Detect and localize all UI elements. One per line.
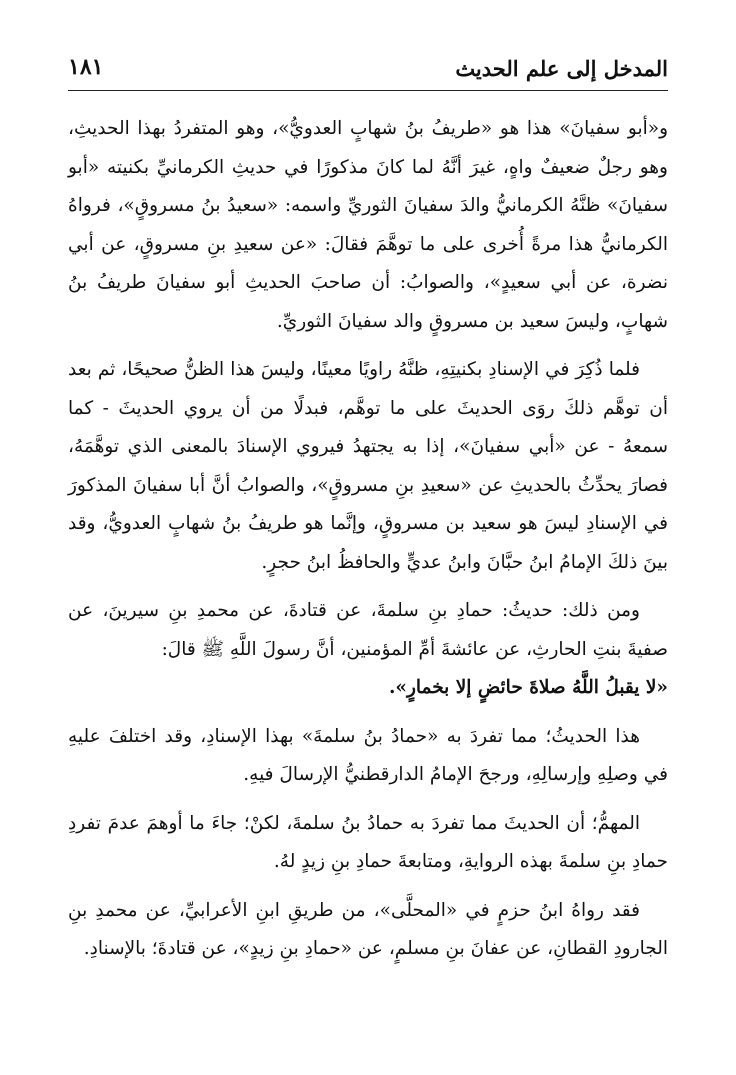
paragraph-5: المهمُّ؛ أن الحديثَ مما تفردَ به حمادُ بنُ سلمةَ، لكنْ؛ جاءَ ما أوهمَ عدمَ تفردِ حمادِ بنِ سلمةَ بهذه الروايةِ، ومتابعةَ حمادِ بنِ زيدٍ لهُ. [68,812,668,872]
paragraph-3-text: ومن ذلك: حديثُ: حمادِ بنِ سلمةَ، عن قتادةَ، عن محمدِ بنِ سيرينَ، عن صفيةَ بنتِ الحارثِ، عن عائشةَ أمِّ المؤمنين، أنَّ رسولَ اللَّهِ ﷺ قالَ: [68,600,668,660]
running-header [68,50,668,90]
paragraph-1: و«أبو سفيانَ» هذا هو «طريفُ بنُ شهابٍ العدويُّ»، وهو المتفردُ بهذا الحديثِ، وهو رجلٌ ضعيفٌ واهٍ، غيرَ أنَّهُ لما كانَ مذكورًا في حديثِ الكرمانيِّ بكنيته «أبو سفيانَ» ظنَّهُ الكرمانيُّ والدَ سفيانَ الثوريِّ واسمه: «سعيدُ بنُ مسروقٍ»، فرواهُ الكرمانيُّ هذا مرةً أُخرى على ما توهَّمَ فقالَ: «عن سعيدِ بنِ مسروقٍ، عن أبي نضرة، عن أبي سعيدٍ»، والصوابُ: أن صاحبَ الحديثِ أبو سفيانَ طريفُ بنُ شهابٍ، وليسَ سعيد بن مسروقٍ والد سفيانَ الثوريِّ. [68,118,668,332]
main-text [68,110,668,979]
paragraph-2: فلما ذُكِرَ في الإسنادِ بكنيتِهِ، ظنَّهُ راويًا معينًا، وليسَ هذا الظنُّ صحيحًا، ثم بعد أن توهَّم ذلكَ روَى الحديثَ على ما توهَّم، فبدلًا من أن يروي الحديثَ - كما سمعهُ - عن «أبي سفيانَ»، إذا به يجتهدُ فيروي الإسنادَ بالمعنى الذي توهَّمَهُ، فصارَ يحدِّثُ بالحديثِ عن «سعيدِ بنِ مسروقٍ»، والصوابُ أنَّ أبا سفيانَ المذكورَ في الإسنادِ ليسَ هو سعيد بن مسروقٍ، وإنَّما هو طريفُ بنُ شهابٍ العدويُّ، وقد بينَ ذلكَ الإمامُ ابنُ حبَّانَ وابنُ عديٍّ والحافظُ ابنُ حجرٍ. [68,359,668,573]
running-title: المدخل إلى علم الحديث [455,56,668,81]
hadith-quote: «لا يقبلُ اللَّهُ صلاةَ حائضٍ إلا بخمارٍ». [388,677,668,698]
paragraph-6: فقد رواهُ ابنُ حزمٍ في «المحلَّى»، من طريقِ ابنِ الأعرابيِّ، عن محمدِ بنِ الجارودِ القطانِ، عن عفانَ بنِ مسلمٍ، عن «حمادِ بنِ زيدٍ»، عن قتادةَ؛ بالإسنادِ. [68,899,668,959]
header-divider [68,90,668,91]
paragraph-3 [68,592,668,708]
page-number: ١٨١ [68,54,104,80]
paragraph-4: هذا الحديثُ؛ مما تفردَ به «حمادُ بنُ سلمةَ» بهذا الإسنادِ، وقد اختلفَ عليهِ في وصلِهِ وإرسالِهِ، ورجحَ الإمامُ الدارقطنيُّ الإرسالَ فيهِ. [68,725,668,785]
